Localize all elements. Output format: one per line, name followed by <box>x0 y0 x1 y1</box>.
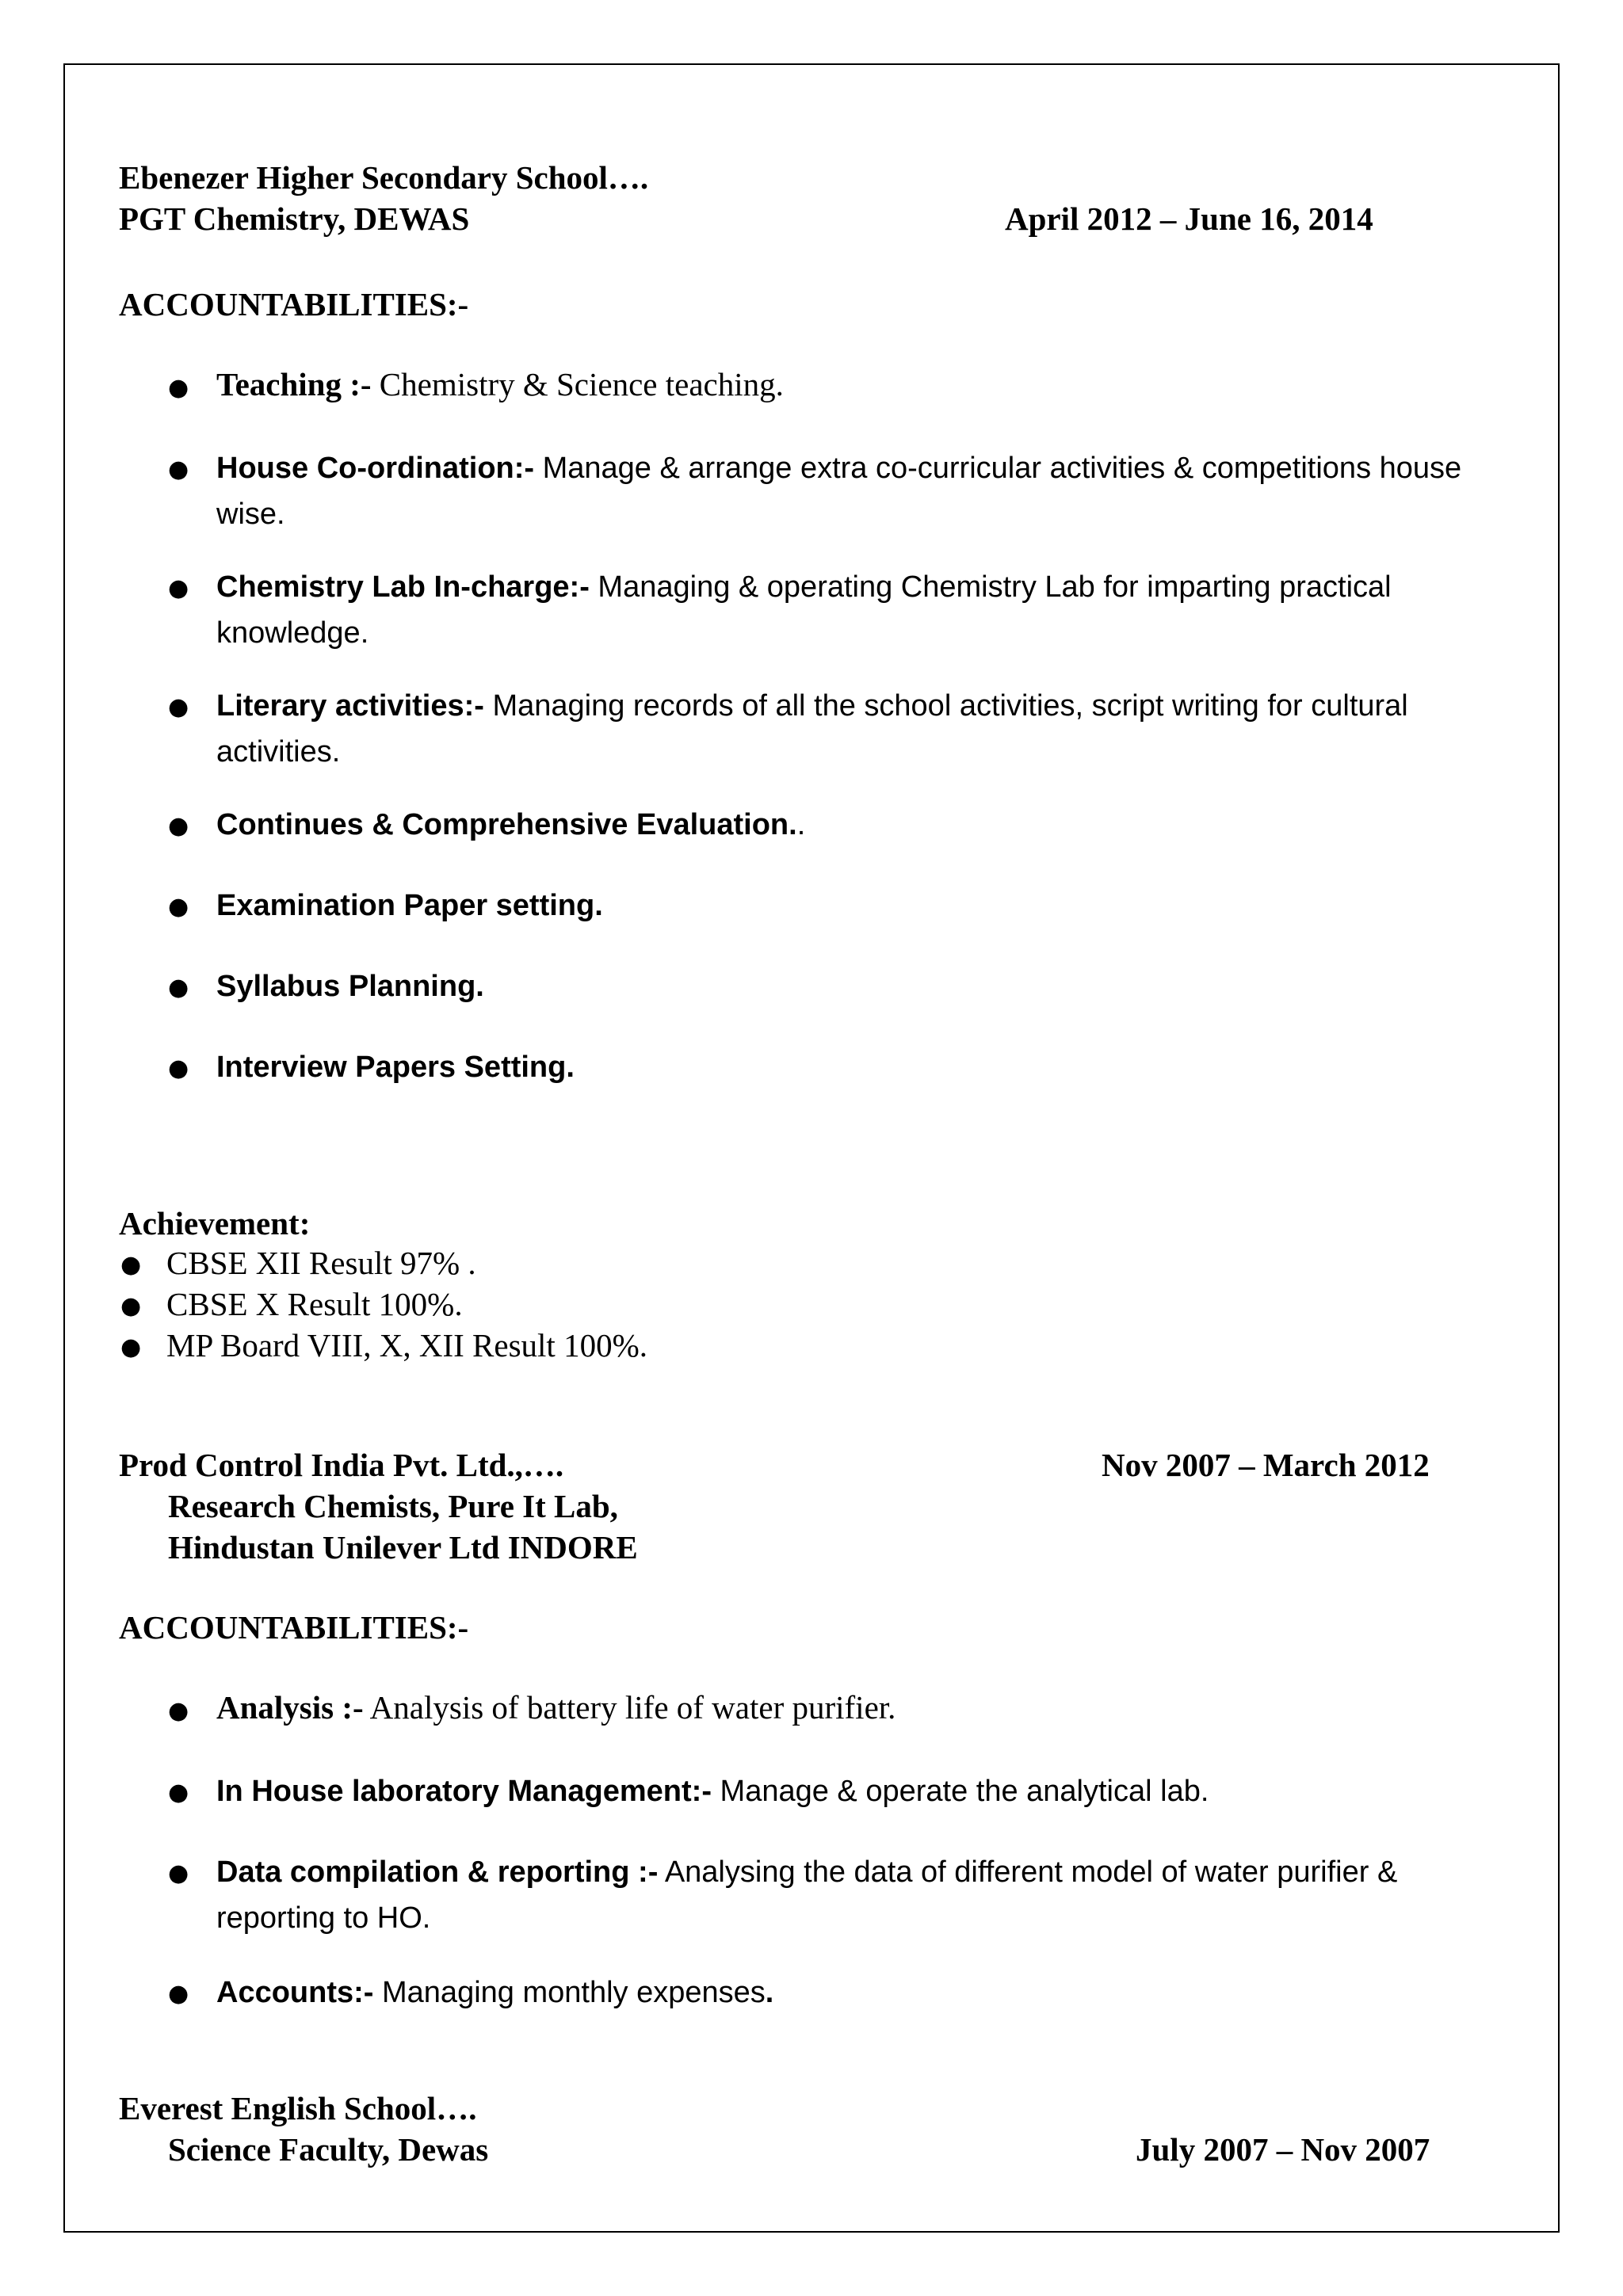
bullet-icon: ● <box>168 1980 189 2008</box>
job-role: Science Faculty, Dewas <box>168 2131 489 2168</box>
item-text: . <box>796 808 806 841</box>
list-item <box>216 967 1516 1013</box>
bullet-icon: ● <box>168 812 189 840</box>
bullet-icon: ● <box>168 1779 189 1806</box>
job-role: Research Chemists, Pure It Lab, <box>168 1488 618 1524</box>
employer-name: Prod Control India Pvt. Ltd.,…. <box>119 1447 564 1483</box>
item-title: House Co-ordination:- <box>216 452 535 485</box>
list-item <box>216 1852 1516 1944</box>
achievement-item: CBSE X Result 100%. <box>166 1286 463 1322</box>
employer-name: Ebenezer Higher Secondary School…. <box>119 159 649 196</box>
item-title: Interview Papers Setting. <box>216 1051 575 1084</box>
item-text: Managing records of all the school activities, script writing for cultural activities. <box>216 689 1408 769</box>
bullet-icon: ● <box>168 974 189 1001</box>
bullet-icon: ● <box>168 374 189 402</box>
item-text: Chemistry & Science teaching. <box>371 366 784 402</box>
employer-name: Everest English School…. <box>119 2090 477 2126</box>
bullet-icon: ● <box>168 456 189 483</box>
section-heading: ACCOUNTABILITIES:- <box>119 1609 469 1646</box>
bullet-icon: ● <box>168 1697 189 1725</box>
bullet-icon: ● <box>168 893 189 921</box>
job-dates: April 2012 – June 16, 2014 <box>1005 200 1373 237</box>
list-item <box>216 448 1516 540</box>
item-title: Teaching :- <box>216 366 372 402</box>
bullet-icon: ● <box>168 693 189 721</box>
list-item <box>216 567 1516 659</box>
list-item <box>216 1047 1516 1093</box>
list-item <box>216 364 1516 412</box>
bullet-icon: ● <box>168 1055 189 1082</box>
achievement-item: MP Board VIII, X, XII Result 100%. <box>166 1327 647 1363</box>
item-text: Manage & operate the analytical lab. <box>711 1775 1209 1808</box>
achievement-heading: Achievement: <box>119 1205 311 1241</box>
job-dates: Nov 2007 – March 2012 <box>1102 1447 1430 1483</box>
item-title: In House laboratory Management:- <box>216 1775 712 1808</box>
bullet-icon: ● <box>168 574 189 602</box>
item-title: Analysis :- <box>216 1689 364 1726</box>
item-title: Examination Paper setting. <box>216 889 603 922</box>
item-title: Continues & Comprehensive Evaluation. <box>216 808 797 841</box>
bullet-icon: ● <box>120 1292 142 1320</box>
job-employer-detail: Hindustan Unilever Ltd INDORE <box>168 1529 638 1566</box>
bullet-icon: ● <box>120 1251 142 1279</box>
job-role: PGT Chemistry, DEWAS <box>119 200 470 237</box>
job-dates: July 2007 – Nov 2007 <box>1136 2131 1430 2168</box>
item-title: Literary activities:- <box>216 689 484 723</box>
bullet-icon: ● <box>120 1333 142 1361</box>
section-heading: ACCOUNTABILITIES:- <box>119 286 469 322</box>
item-text: Managing monthly expenses <box>373 1976 766 2009</box>
list-item <box>216 1688 1516 1735</box>
list-item <box>216 805 1516 851</box>
item-text: Managing & operating Chemistry Lab for imparting practical knowledge. <box>216 570 1392 650</box>
item-text: Manage & arrange extra co-curricular activities & competitions house wise. <box>216 452 1462 531</box>
item-text: Analysis of battery life of water purifier. <box>363 1689 896 1726</box>
item-title: Accounts:- <box>216 1976 374 2009</box>
list-item <box>216 1772 1516 1817</box>
item-text: Analysing the data of different model of water purifier & reporting to HO. <box>216 1855 1398 1935</box>
bullet-icon: ● <box>168 1859 189 1887</box>
item-title: Syllabus Planning. <box>216 970 484 1003</box>
list-item <box>216 886 1516 932</box>
item-title: Chemistry Lab In-charge:- <box>216 570 590 604</box>
achievement-item: CBSE XII Result 97% . <box>166 1245 476 1281</box>
item-tail: . <box>765 1976 774 2009</box>
list-item <box>216 1973 1516 2019</box>
item-title: Data compilation & reporting :- <box>216 1855 659 1889</box>
list-item <box>216 686 1516 778</box>
